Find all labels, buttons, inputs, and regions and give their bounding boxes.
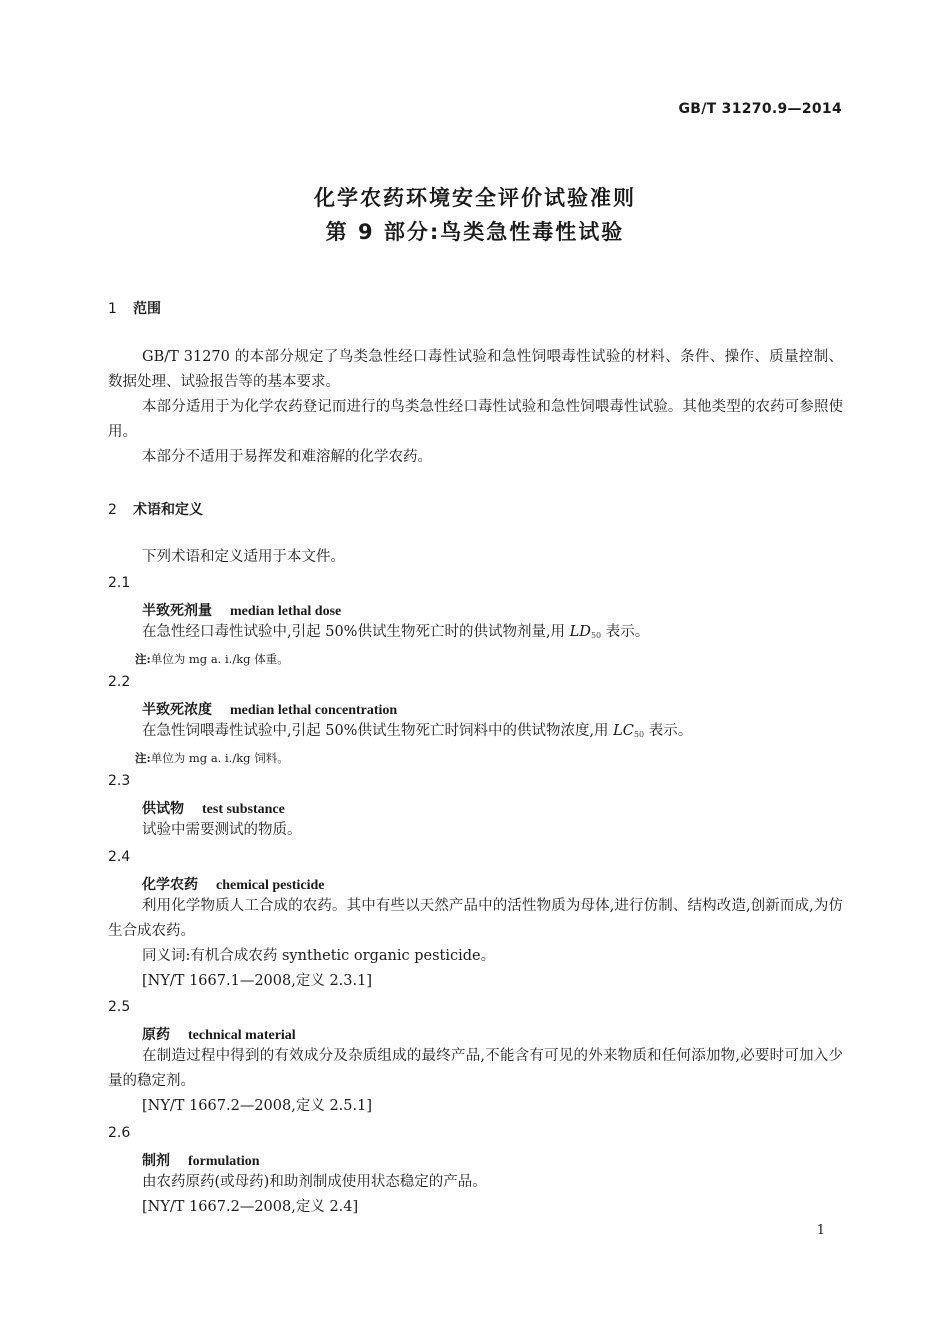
term-definition xyxy=(142,620,649,648)
term-heading xyxy=(142,699,397,719)
term-zh: 半致死浓度 xyxy=(142,702,212,718)
scope-paragraph-3: 本部分不适用于易挥发和难溶解的化学农药。 xyxy=(142,449,432,465)
term-en: chemical pesticide xyxy=(216,878,325,893)
term-en: technical material xyxy=(188,1028,296,1043)
term-source: [NY/T 1667.2—2008,定义 2.5.1] xyxy=(142,1098,372,1114)
term-definition xyxy=(142,719,692,747)
section-2-heading xyxy=(108,499,203,519)
term-definition: 在制造过程中得到的有效成分及杂质组成的最终产品,不能含有可见的外来物质和任何添加物,必要时可加入少量的稳定剂。 xyxy=(108,1048,843,1089)
definition-text-end: 表示。 xyxy=(601,624,650,640)
document-subtitle: 第 9 部分:鸟类急性毒性试验 xyxy=(325,220,625,244)
terms-intro: 下列术语和定义适用于本文件。 xyxy=(142,549,345,565)
symbol: LC xyxy=(613,723,634,739)
term-definition: 试验中需要测试的物质。 xyxy=(142,822,302,838)
term-note xyxy=(135,750,289,766)
term-en: median lethal concentration xyxy=(230,703,398,718)
definition-text-end: 表示。 xyxy=(644,723,693,739)
standard-number: GB/T 31270.9—2014 xyxy=(678,101,842,117)
section-title: 范围 xyxy=(133,301,161,317)
document-title: 化学农药环境安全评价试验准则 xyxy=(314,186,636,210)
term-number: 2.3 xyxy=(108,773,131,789)
definition-text: 在急性经口毒性试验中,引起 50%供试生物死亡时的供试物剂量,用 xyxy=(142,624,570,640)
term-heading xyxy=(142,600,341,620)
symbol-subscript: 50 xyxy=(633,730,645,739)
section-title: 术语和定义 xyxy=(133,502,203,518)
term-note xyxy=(135,651,289,667)
term-heading xyxy=(142,1024,296,1044)
term-zh: 制剂 xyxy=(142,1153,170,1169)
term-number: 2.6 xyxy=(108,1125,131,1141)
term-en: formulation xyxy=(188,1154,260,1169)
term-heading xyxy=(142,874,324,894)
note-text: 单位为 mg a. i./kg 饲料。 xyxy=(150,751,289,765)
term-number: 2.4 xyxy=(108,849,131,865)
note-label: 注: xyxy=(135,751,151,765)
term-number: 2.5 xyxy=(108,999,131,1015)
symbol: LD xyxy=(569,624,591,640)
page-number: 1 xyxy=(816,1223,825,1238)
term-zh: 化学农药 xyxy=(142,877,198,893)
term-en: median lethal dose xyxy=(230,604,342,619)
term-source: [NY/T 1667.1—2008,定义 2.3.1] xyxy=(142,973,372,989)
section-number: 2 xyxy=(108,502,117,518)
scope-paragraph-2: 本部分适用于为化学农药登记而进行的鸟类急性经口毒性试验和急性饲喂毒性试验。其他类型的农药可参照使用。 xyxy=(108,399,843,440)
term-definition: 利用化学物质人工合成的农药。其中有些以天然产品中的活性物质为母体,进行仿制、结构改造,创新而成,为仿生合成农药。 xyxy=(108,898,843,939)
term-definition: 由农药原药(或母药)和助剂制成使用状态稳定的产品。 xyxy=(142,1174,487,1190)
section-number: 1 xyxy=(108,301,117,317)
definition-text: 在急性饲喂毒性试验中,引起 50%供试生物死亡时饲料中的供试物浓度,用 xyxy=(142,723,614,739)
term-number: 2.2 xyxy=(108,674,131,690)
term-zh: 供试物 xyxy=(142,801,184,817)
term-en: test substance xyxy=(202,802,285,817)
term-heading xyxy=(142,798,285,818)
note-text: 单位为 mg a. i./kg 体重。 xyxy=(150,652,289,666)
symbol-subscript: 50 xyxy=(590,631,602,640)
scope-paragraph-1: GB/T 31270 的本部分规定了鸟类急性经口毒性试验和急性饲喂毒性试验的材料、条件、操作、质量控制、数据处理、试验报告等的基本要求。 xyxy=(108,349,843,390)
term-zh: 原药 xyxy=(142,1027,170,1043)
term-zh: 半致死剂量 xyxy=(142,603,212,619)
term-synonym: 同义词:有机合成农药 synthetic organic pesticide。 xyxy=(142,948,496,964)
term-source: [NY/T 1667.2—2008,定义 2.4] xyxy=(142,1199,359,1215)
term-heading xyxy=(142,1150,260,1170)
section-1-heading xyxy=(108,298,161,318)
term-number: 2.1 xyxy=(108,575,131,591)
note-label: 注: xyxy=(135,652,151,666)
